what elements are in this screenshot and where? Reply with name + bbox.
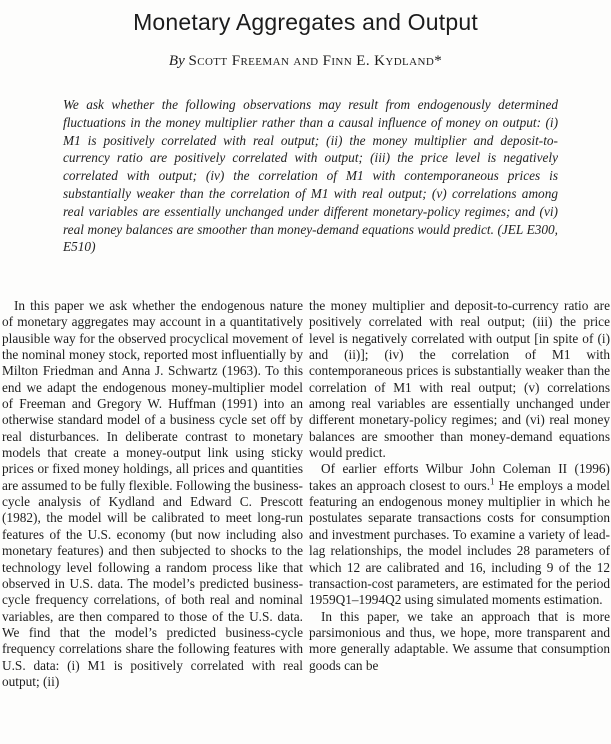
left-column <box>2 298 303 744</box>
footnote-marker: 1 <box>490 476 495 487</box>
byline-by: By <box>168 53 185 69</box>
paragraph-text: He employs a model featuring an endogenous money multiplier in which he postulates separate transactions costs for consumption and investment purchases. To examine a variety of lead-lag relationships, the model includes 28 parameters of which 12 are calibrated and 16, including 9 of the 12 transaction-cost parameters, are estimated for the period 1959Q1–1994Q2 using simulated moments estimation. <box>309 477 610 608</box>
body-paragraph-3: In this paper, we take an approach that is more parsimonious and thus, we hope, more transparent and more generally adaptable. We assume that consumption goods can be <box>309 608 610 673</box>
byline <box>0 53 611 70</box>
right-column <box>309 298 610 744</box>
paragraph-text: Of earlier efforts Wilbur John Coleman II (1996) takes an approach closest to ours. <box>309 461 610 493</box>
body-paragraph-2 <box>309 461 610 608</box>
body-paragraph-1: In this paper we ask whether the endogenous nature of monetary aggregates may account in a quantitatively plausible way for the observed procyclical movement of the nominal money stock, reported most influentially by Milton Friedman and Anna J. Schwartz (1963). To this end we adapt the endogenous money-multiplier model of Freeman and Gregory W. Huffman (1991) into an otherwise standard model of a business cycle set off by real disturbances. In deliberate contrast to monetary models that create a money-output link using sticky prices or fixed money holdings, all prices and quantities are assumed to be fully flexible. Following the business-cycle analysis of Kydland and Edward C. Prescott (1982), the model will be calibrated to meet long-run features of the U.S. economy (but now including also monetary features) and then subjected to shocks to the technology level following a random process like that observed in U.S. data. The model’s predicted business-cycle frequency correlations, of both real and nominal variables, are then compared to those of the U.S. data. We find that the model’s predicted business-cycle frequency correlations share the following features with U.S. data: (i) M1 is positively correlated with real output; (ii) <box>2 298 303 689</box>
abstract-text: We ask whether the following observations may result from endogenously determined fluctuations in the money multiplier rather than a causal influence of money on output: (i) M1 is positively correlated with real output; (ii) the money multiplier and deposit-to-currency ratio are positively correlated with output; (iii) the price level is negatively correlated with output; (iv) the correlation of M1 with contemporaneous prices is substantially weaker than the correlation of M1 with real output; (v) correlations among real variables are essentially unchanged under different monetary-policy regimes; and (vi) real money balances are smoother than money-demand equations would predict. (JEL E300, E510) <box>63 97 558 255</box>
article-title: Monetary Aggregates and Output <box>133 9 478 35</box>
body-columns <box>0 298 611 744</box>
byline-authors: Scott Freeman and Finn E. Kydland* <box>188 53 443 69</box>
body-paragraph-1-continued: the money multiplier and deposit-to-currency ratio are positively correlated with real output; (iii) the price level is negatively correlated with output [in spite of (i) and (ii)]; (iv) the correlation of M1 with contemporaneous prices is substantially weaker than the correlation of M1 with real output; (v) correlations among real variables are essentially unchanged under different monetary-policy regimes; and (vi) real money balances are smoother than money-demand equations would predict. <box>309 298 610 461</box>
